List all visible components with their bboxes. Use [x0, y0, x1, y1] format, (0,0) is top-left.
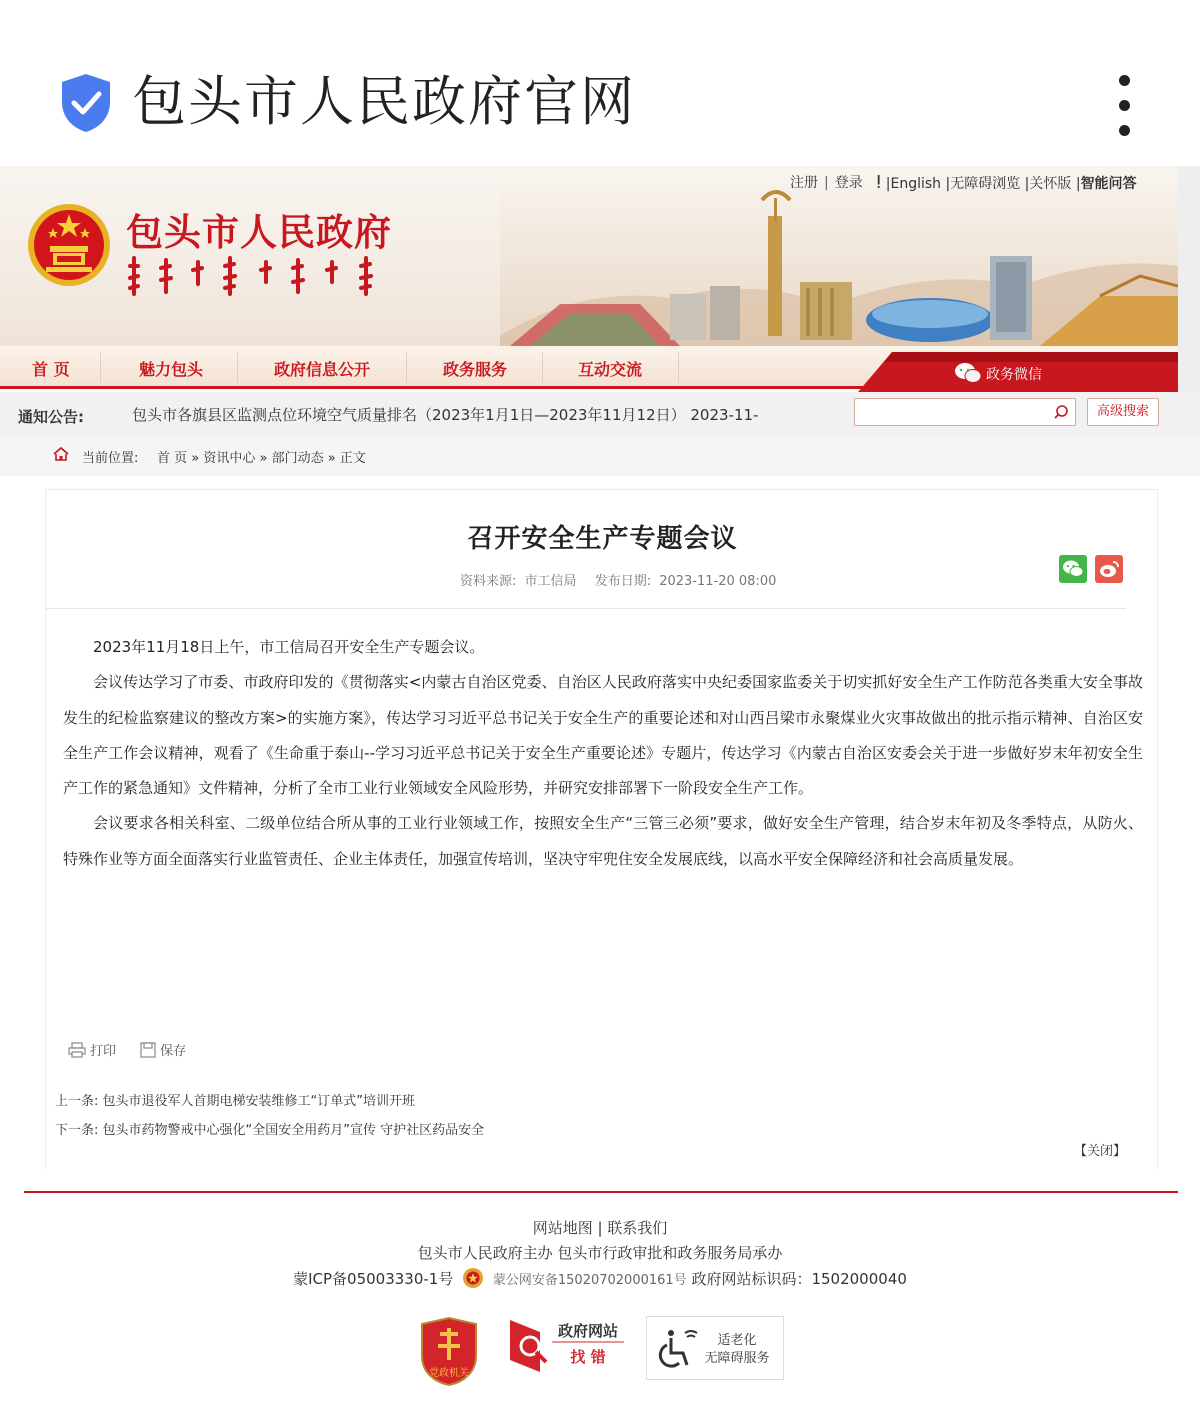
article-paragraph: 2023年11月18日上午，市工信局召开安全生产专题会议。 [93, 638, 485, 656]
article-title: 召开安全生产专题会议 [467, 524, 738, 554]
login-link[interactable]: 登录 [834, 175, 863, 191]
home-icon[interactable] [52, 446, 70, 462]
elderly-mode-link[interactable]: 关怀版 [1029, 176, 1072, 192]
prev-article[interactable] [55, 1090, 415, 1109]
accessibility-badge-top: 适老化 [717, 1333, 757, 1348]
breadcrumb-path[interactable]: 首 页 » 资讯中心 » 部门动态 » 正文 [157, 451, 366, 466]
notice-ticker[interactable]: 包头市各旗县区监测点位环境空气质量排名（2023年1月1日—2023年11月12日） 2023-11- [132, 406, 759, 424]
footer-record [0, 1267, 1200, 1289]
close-link[interactable]: 【关闭】 [1074, 1144, 1127, 1159]
next-link[interactable]: 包头市药物警戒中心强化“全国安全用药月”宣传 守护社区药品安全 [102, 1123, 485, 1138]
app-title: 包头市人民政府官网 [132, 70, 636, 133]
share-weibo-icon[interactable] [1095, 555, 1123, 583]
register-link[interactable]: 注册 [790, 175, 818, 191]
wechat-tab[interactable] [858, 346, 1178, 392]
prev-label: 上一条: [55, 1094, 99, 1109]
wheelchair-icon [647, 1317, 783, 1379]
notice-bar [0, 392, 1200, 436]
next-label: 下一条: [55, 1123, 99, 1138]
prev-link[interactable]: 包头市退役军人首期电梯安装维修工“订单式”培训开班 [102, 1094, 416, 1109]
accessibility-badge-bottom: 无障碍服务 [704, 1351, 770, 1366]
article-body [63, 630, 1143, 877]
save-label: 保存 [160, 1044, 187, 1059]
source-value: 市工信局 [524, 574, 577, 589]
notice-label: 通知公告: [18, 408, 84, 426]
article-tools [68, 1040, 206, 1059]
footer-divider [24, 1191, 1178, 1193]
error-report-subtitle: 找 错 [570, 1348, 606, 1366]
article-paragraph: 会议要求各相关科室、二级单位结合所从事的工业行业领域工作，按照安全生产“三管三必须”要求，做好安全生产管理，结合岁末年初及冬季特点，从防火、特殊作业等方面全面落实行业监管责任、企业主体责任，加强宣传培训，坚决守牢兜住安全发展底线，以高水平安全保障经济和社会高质量发展。 [63, 814, 1143, 868]
breadcrumb-label: 当前位置: [82, 451, 139, 466]
footer-links[interactable]: 网站地图 | 联系我们 [532, 1219, 668, 1237]
printer-icon [68, 1042, 86, 1058]
party-gov-badge-label: 党政机关 [429, 1368, 469, 1379]
national-emblem-icon [26, 202, 112, 288]
english-link[interactable]: English [890, 176, 942, 192]
date-value: 2023-11-20 08:00 [659, 574, 777, 589]
error-report-icon [508, 1316, 626, 1376]
site-id: 政府网站标识码：1502000040 [691, 1270, 907, 1288]
cityscape-illustration [500, 186, 1178, 346]
icp-record[interactable]: 蒙ICP备05003330-1号 [293, 1270, 454, 1288]
wechat-icon [954, 362, 982, 384]
nav-home[interactable]: 首 页 [32, 360, 70, 379]
article-paragraph: 会议传达学习了市委、市政府印发的《贯彻落实<内蒙古自治区党委、自治区人民政府落实中央纪委国家监委关于切实抓好安全生产工作防范各类重大安全事故发生的纪检监察建议的整改方案>的实施方案》，传达学习习近平总书记关于安全生产的重要论述和对山西吕梁市永聚煤业火灾事故做出的批示指示精神、自治区安全生产工作会议精神，观看了《生命重于泰山--学习习近平总书记关于安全生产重要论述》专题片，传达学习《内蒙古自治区安委会关于进一步做好岁末年初安全生产工作的紧急通知》文件精神，分析了全市工业行业领域安全风险形势，并研究安排部署下一阶段安全生产工作。 [63, 673, 1143, 798]
nav-charm-baotou[interactable]: 魅力包头 [139, 360, 204, 379]
nav-interaction[interactable]: 互动交流 [578, 360, 643, 379]
site-banner [0, 166, 1200, 346]
search-input[interactable] [854, 398, 1076, 426]
site-error-report-badge[interactable] [508, 1316, 626, 1376]
party-gov-badge[interactable] [418, 1316, 480, 1386]
verified-shield-icon [58, 72, 114, 134]
breadcrumb [0, 436, 1200, 476]
save-icon [140, 1042, 156, 1058]
website [0, 166, 1200, 1403]
advanced-search-button[interactable]: 高级搜索 [1087, 398, 1159, 426]
smart-qa-link[interactable]: 智能问答 [1080, 176, 1137, 192]
account-links: 注册 | 登录 [790, 175, 863, 191]
more-options-icon[interactable] [1108, 72, 1140, 136]
print-label: 打印 [90, 1044, 117, 1059]
wechat-label: 政务微信 [986, 367, 1042, 383]
mongolian-script-logo [126, 254, 386, 298]
article-panel [45, 489, 1158, 1169]
article-meta [460, 570, 780, 589]
app-bar [0, 0, 1200, 166]
share-wechat-icon[interactable] [1059, 555, 1087, 583]
nav-gov-info[interactable]: 政府信息公开 [274, 360, 371, 379]
party-gov-badge-icon [418, 1316, 480, 1386]
next-article[interactable] [55, 1119, 484, 1138]
search-icon[interactable] [1053, 404, 1069, 420]
title-divider [46, 608, 1126, 609]
save-button[interactable] [140, 1040, 186, 1059]
utility-links: ⵑ |English |无障碍浏览 |关怀版 |智能问答 [876, 172, 1137, 193]
error-report-title: 政府网站 [557, 1322, 619, 1340]
mongolian-toggle-icon[interactable]: ⵑ [876, 172, 882, 193]
police-record[interactable]: 蒙公网安备15020702000161号 [492, 1273, 687, 1288]
source-label: 资料来源: [460, 574, 517, 589]
accessibility-link[interactable]: 无障碍浏览 [950, 176, 1021, 192]
date-label: 发布日期: [594, 574, 652, 589]
footer-sponsor: 包头市人民政府主办 包头市行政审批和政务服务局承办 [417, 1244, 783, 1262]
nav-gov-service[interactable]: 政务服务 [443, 360, 508, 379]
police-badge-icon [462, 1267, 484, 1289]
site-name: 包头市人民政府 [126, 210, 392, 254]
print-button[interactable] [68, 1040, 116, 1059]
accessibility-service-badge[interactable] [646, 1316, 784, 1380]
